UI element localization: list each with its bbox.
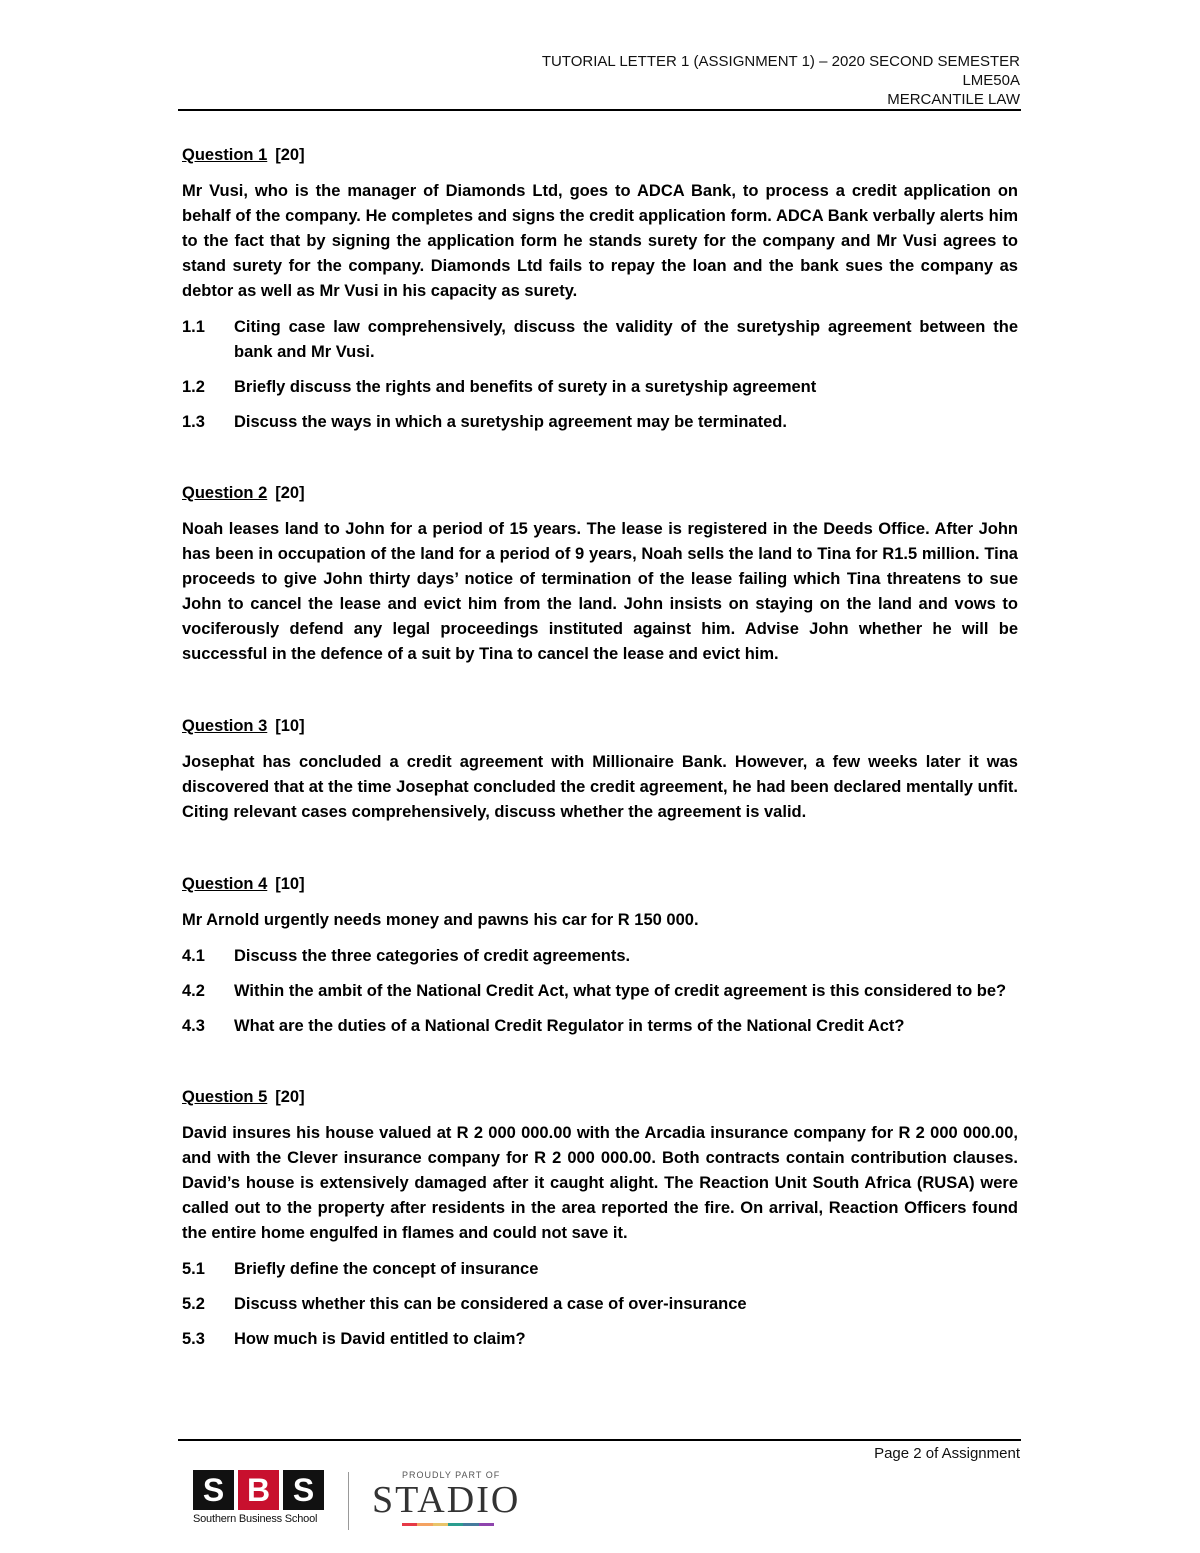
page-number: Page 2 of Assignment <box>874 1445 1020 1462</box>
sub-question-number: 5.3 <box>182 1330 205 1348</box>
header-module-code: LME50A <box>962 72 1020 89</box>
question-1 <box>182 143 1018 435</box>
sub-question-text: How much is David entitled to claim? <box>234 1330 526 1348</box>
stadio-logo <box>372 1470 532 1526</box>
header-rule <box>178 109 1021 111</box>
sbs-letter-s: S <box>193 1470 234 1510</box>
question-paragraph: Josephat has concluded a credit agreement with Millionaire Bank. However, a few weeks later it was discovered that at the time Josephat concluded the credit agreement, he had been declared mentally unfit. Citing relevant cases comprehensively, discuss whether the agreement is valid. <box>182 753 1018 821</box>
stadio-color-segment <box>448 1523 463 1526</box>
question-5 <box>182 1085 1018 1352</box>
sub-question-number: 1.1 <box>182 318 205 336</box>
sub-question-text: Briefly discuss the rights and benefits of surety in a suretyship agreement <box>234 378 817 396</box>
sub-question <box>182 1257 1018 1282</box>
question-title: Question 3 <box>182 717 268 735</box>
question-4 <box>182 872 1018 1039</box>
question-title: Question 5 <box>182 1088 268 1106</box>
question-title: Question 2 <box>182 484 268 502</box>
sub-question <box>182 1327 1018 1352</box>
sub-question <box>182 1014 1018 1039</box>
sub-question-number: 4.1 <box>182 947 205 965</box>
sub-question <box>182 315 1018 365</box>
footer-rule <box>178 1439 1021 1441</box>
sub-question-text: Discuss whether this can be considered a case of over-insurance <box>234 1295 747 1313</box>
question-2 <box>182 481 1018 667</box>
sub-question <box>182 1292 1018 1317</box>
sub-question-text: Discuss the three categories of credit agreements. <box>234 947 631 965</box>
question-title: Question 4 <box>182 875 268 893</box>
sub-question-number: 4.3 <box>182 1017 205 1035</box>
stadio-tagline: PROUDLY PART OF <box>402 1470 501 1480</box>
sub-question-number: 1.3 <box>182 413 205 431</box>
question-paragraph: Noah leases land to John for a period of 15 years. The lease is registered in the Deeds Office. After John has been in occupation of the land for a period of 9 years, Noah sells the land to Tina for R1.5 million. Tina proceeds to give John thirty days’ notice of termination of the lease failing which Tina threatens to sue John to cancel the lease and evict him from the land. John insists on staying on the land and vows to vociferously defend any legal proceedings instituted against him. Advise John whether he will be successful in the defence of a suit by Tina to cancel the lease and evict him. <box>182 520 1018 663</box>
sub-question-text: Within the ambit of the National Credit Act, what type of credit agreement is this considered to be? <box>234 982 1007 1000</box>
header-tutorial-letter: TUTORIAL LETTER 1 (ASSIGNMENT 1) – 2020 SECOND SEMESTER <box>541 53 1020 70</box>
question-marks: [20] <box>275 484 305 502</box>
sub-question <box>182 375 1018 400</box>
question-paragraph: Mr Vusi, who is the manager of Diamonds Ltd, goes to ADCA Bank, to process a credit application on behalf of the company. He completes and signs the credit application form. ADCA Bank verbally alerts him to the fact that by signing the application form he stands surety for the company and Mr Vusi agrees to stand surety for the company. Diamonds Ltd fails to repay the loan and the bank sues the company as debtor as well as Mr Vusi in his capacity as surety. <box>182 182 1018 300</box>
spacer <box>182 1049 1018 1085</box>
question-marks: [10] <box>275 717 305 735</box>
stadio-color-segment <box>402 1523 417 1526</box>
sub-question-number: 5.2 <box>182 1295 205 1313</box>
question-marks: [20] <box>275 146 305 164</box>
stadio-color-segment <box>433 1523 448 1526</box>
sub-question-text: Citing case law comprehensively, discuss the validity of the suretyship agreement between the bank and Mr Vusi. <box>234 318 1018 361</box>
sub-question <box>182 944 1018 969</box>
spacer <box>182 678 1018 714</box>
page-header <box>178 52 1020 109</box>
question-marks: [20] <box>275 1088 305 1106</box>
stadio-color-segment <box>463 1523 478 1526</box>
stadio-name: STADIO <box>372 1479 521 1521</box>
header-module-name: MERCANTILE LAW <box>887 91 1020 108</box>
question-paragraph: David insures his house valued at R 2 000 000.00 with the Arcadia insurance company for R 2 000 000.00, and with the Clever insurance company for R 2 000 000.00. Both contracts contain contribution clauses. David’s house is extensively damaged after it caught alight. The Reaction Unit South Africa (RUSA) were called out to the property after residents in the area reported the fire. On arrival, Reaction Officers found the entire home engulfed in flames and could not save it. <box>182 1124 1018 1242</box>
sub-question <box>182 979 1018 1004</box>
spacer <box>182 836 1018 872</box>
sbs-logo <box>193 1470 329 1525</box>
question-marks: [10] <box>275 875 305 893</box>
sub-question-text: What are the duties of a National Credit Regulator in terms of the National Credit Act? <box>234 1017 905 1035</box>
sub-question-number: 4.2 <box>182 982 205 1000</box>
question-3 <box>182 714 1018 825</box>
stadio-color-segment <box>417 1523 432 1526</box>
sbs-name: Southern Business School <box>193 1513 318 1525</box>
sub-question-number: 1.2 <box>182 378 205 396</box>
logo-divider <box>348 1472 349 1530</box>
assignment-content <box>182 143 1018 1362</box>
sub-question-number: 5.1 <box>182 1260 205 1278</box>
sub-question-text: Discuss the ways in which a suretyship agreement may be terminated. <box>234 413 787 431</box>
sub-question <box>182 410 1018 435</box>
question-paragraph: Mr Arnold urgently needs money and pawns his car for R 150 000. <box>182 911 699 929</box>
question-title: Question 1 <box>182 146 268 164</box>
stadio-color-bar <box>402 1523 494 1526</box>
sbs-letter-s2: S <box>283 1470 324 1510</box>
sub-question-text: Briefly define the concept of insurance <box>234 1260 539 1278</box>
spacer <box>182 445 1018 481</box>
sbs-letter-b: B <box>238 1470 279 1510</box>
stadio-color-segment <box>479 1523 494 1526</box>
